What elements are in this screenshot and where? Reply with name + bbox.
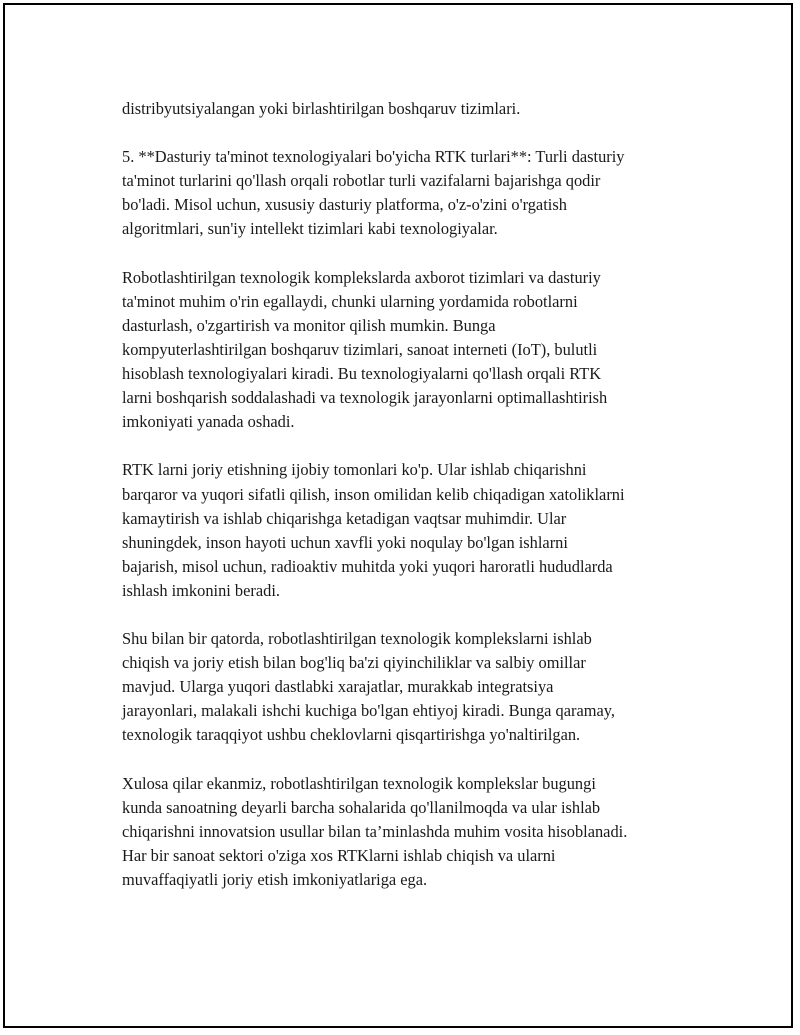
text-line: 5. **Dasturiy ta'minot texnologiyalari bo'yicha RTK turlari**: Turli dasturiy [122, 147, 625, 167]
text-line: algoritmlari, sun'iy intellekt tizimlari kabi texnologiyalar. [122, 219, 498, 239]
text-line: dasturlash, o'zgartirish va monitor qilish mumkin. Bunga [122, 315, 496, 335]
text-line: chiqish va joriy etish bilan bog'liq ba'zi qiyinchiliklar va salbiy omillar [122, 653, 586, 673]
text-line: barqaror va yuqori sifatli qilish, inson omilidan kelib chiqadigan xatoliklarni [122, 484, 625, 504]
text-line: chiqarishni innovatsion usullar bilan ta’minlashda muhim vosita hisoblanadi. [122, 821, 628, 841]
text-line: kamaytirish va ishlab chiqarishga ketadigan vaqtsar muhimdir. Ular [122, 508, 567, 528]
paragraph-conclusion [122, 772, 722, 892]
text-line: kompyuterlashtirilgan boshqaruv tizimlari, sanoat interneti (IoT), bulutli [122, 339, 598, 359]
paragraph-positive-aspects [122, 458, 722, 603]
text-line: muvaffaqiyatli joriy etish imkoniyatlariga ega. [122, 870, 428, 889]
text-line: ishlash imkonini beradi. [122, 580, 280, 600]
text-line: bo'ladi. Misol uchun, xususiy dasturiy platforma, o'z-o'zini o'rgatish [122, 195, 567, 215]
text-line: hisoblash texnologiyalari kiradi. Bu texnologiyalarni qo'llash orqali RTK [122, 364, 602, 384]
paragraph-software-rtk-types [122, 145, 722, 241]
document-body [122, 97, 722, 916]
text-line: Har bir sanoat sektori o'ziga xos RTKlarni ishlab chiqish va ularni [122, 845, 556, 865]
paragraph-challenges [122, 627, 722, 747]
text-line: shuningdek, inson hayoti uchun xavfli yoki noqulay bo'lgan ishlarni [122, 532, 568, 552]
page-frame [3, 3, 793, 1028]
text-line: ta'minot turlarini qo'llash orqali robotlar turli vazifalarni bajarishga qodir [122, 171, 601, 191]
text-line: jarayonlari, malakali ishchi kuchiga bo'lgan ehtiyoj kiradi. Bunga qaramay, [122, 701, 615, 721]
text-line: kunda sanoatning deyarli barcha sohalarida qo'llanilmoqda va ular ishlab [122, 797, 601, 817]
paragraph-intro-fragment [122, 97, 722, 121]
text-line: imkoniyati yanada oshadi. [122, 412, 295, 432]
text-line: texnologik taraqqiyot ushbu cheklovlarni qisqartirishga yo'naltirilgan. [122, 725, 581, 745]
text-line: distribyutsiyalangan yoki birlashtirilgan boshqaruv tizimlari. [122, 99, 521, 118]
text-line: ta'minot muhim o'rin egallaydi, chunki ularning yordamida robotlarni [122, 291, 578, 311]
text-line: Shu bilan bir qatorda, robotlashtirilgan texnologik komplekslarni ishlab [122, 629, 592, 649]
text-line: Robotlashtirilgan texnologik komplekslarda axborot tizimlari va dasturiy [122, 267, 601, 287]
text-line: Xulosa qilar ekanmiz, robotlashtirilgan texnologik komplekslar bugungi [122, 773, 596, 793]
text-line: mavjud. Ularga yuqori dastlabki xarajatlar, murakkab integratsiya [122, 677, 554, 697]
text-line: bajarish, misol uchun, radioaktiv muhitda yoki yuqori haroratli hududlarda [122, 556, 613, 576]
text-line: RTK larni joriy etishning ijobiy tomonlari ko'p. Ular ishlab chiqarishni [122, 460, 587, 480]
paragraph-information-systems [122, 266, 722, 435]
text-line: larni boshqarish soddalashadi va texnologik jarayonlarni optimallashtirish [122, 388, 608, 408]
